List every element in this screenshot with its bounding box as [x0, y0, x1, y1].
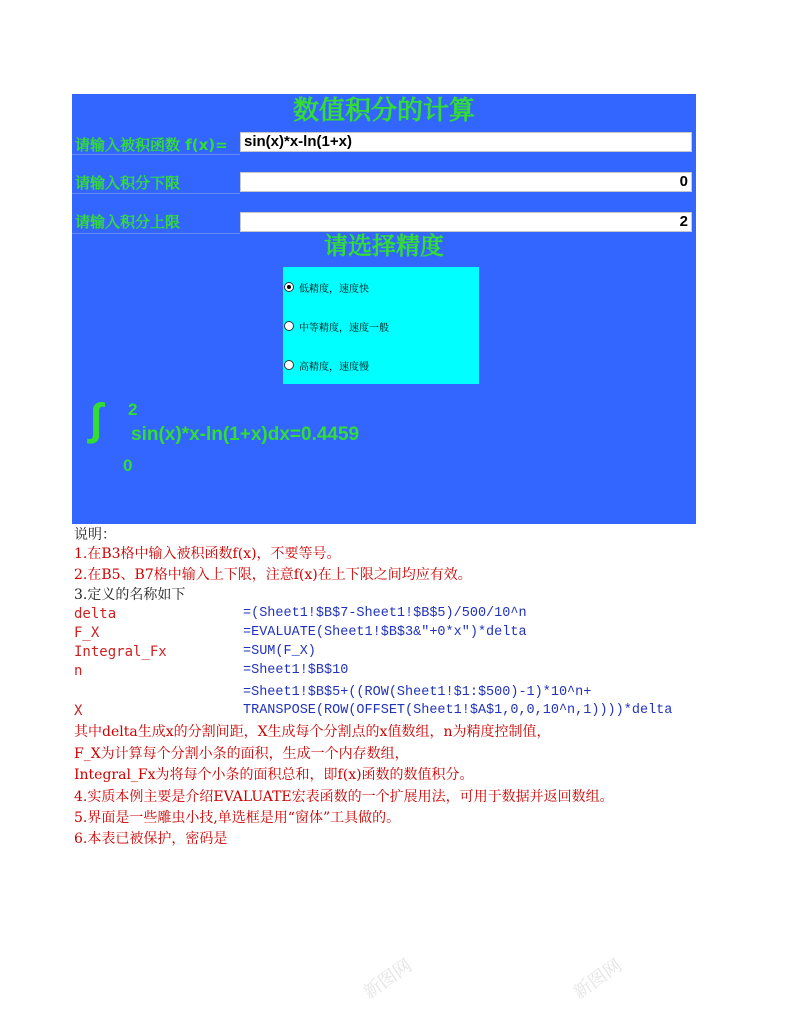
defined-name: F_X	[74, 625, 100, 641]
precision-option-label: 高精度，速度慢	[299, 361, 369, 373]
precision-option-medium[interactable]	[284, 318, 389, 334]
upper-limit-label: 请输入积分上限	[75, 213, 181, 231]
defined-name: X	[74, 703, 83, 719]
upper-limit-input[interactable]: 2	[240, 212, 692, 232]
defined-name: delta	[74, 606, 117, 622]
defined-formula: TRANSPOSE(ROW(OFFSET(Sheet1!$A$1,0,0,10^n,1))))*delta	[243, 703, 673, 718]
row-divider	[72, 154, 240, 155]
precision-option-label: 中等精度，速度一般	[299, 322, 389, 334]
notes-heading: 说明：	[74, 527, 116, 543]
note-line: 2.在B5、B7格中输入上下限，注意f(x)在上下限之间均应有效。	[74, 567, 472, 583]
precision-option-high[interactable]	[284, 357, 369, 373]
watermark: 新图网	[359, 955, 417, 1004]
note-line: 5.界面是一些雕虫小技,单选框是用“窗体”工具做的。	[74, 810, 401, 826]
precision-heading: 请选择精度	[324, 232, 444, 260]
integral-sign: ∫	[90, 395, 103, 444]
precision-option-group	[283, 267, 479, 384]
defined-name: n	[74, 663, 83, 679]
defined-name: Integral_Fx	[74, 644, 167, 660]
note-line: 3.定义的名称如下	[74, 587, 186, 603]
integral-expression: sin(x)*x-ln(1+x)dx=0.4459	[131, 424, 360, 445]
note-line: Integral_Fx为将每个小条的面积总和，即f(x)函数的数值积分。	[74, 767, 474, 783]
defined-formula: =(Sheet1!$B$7-Sheet1!$B$5)/500/10^n	[243, 606, 527, 621]
function-label: 请输入被积函数 f(x)=	[75, 136, 228, 154]
precision-option-low[interactable]	[284, 279, 369, 295]
lower-limit-input[interactable]: 0	[240, 172, 692, 192]
defined-formula: =Sheet1!$B$5+((ROW(Sheet1!$1:$500)-1)*10^n+	[243, 685, 592, 700]
radio-empty-icon[interactable]	[284, 360, 294, 370]
integral-upper-limit: 2	[128, 400, 138, 419]
note-line: F_X为计算每个分割小条的面积，生成一个内存数组，	[74, 746, 409, 762]
integral-lower-limit: 0	[123, 456, 133, 475]
row-divider	[72, 193, 240, 194]
note-line: 1.在B3格中输入被积函数f(x)，不要等号。	[74, 546, 341, 562]
watermark: 新图网	[569, 955, 626, 1004]
precision-option-label: 低精度，速度快	[299, 283, 369, 295]
note-line: 6.本表已被保护，密码是	[74, 831, 228, 847]
function-input[interactable]: sin(x)*x-ln(1+x)	[240, 132, 692, 152]
note-line: 4.实质本例主要是介绍EVALUATE宏表函数的一个扩展用法，可用于数据并返回数组。	[74, 789, 614, 805]
calculator-panel	[72, 94, 696, 524]
note-line: 其中delta生成x的分割间距，X生成每个分割点的x值数组，n为精度控制值，	[74, 724, 551, 740]
defined-formula: =SUM(F_X)	[243, 644, 316, 659]
defined-formula: =EVALUATE(Sheet1!$B$3&"+0*x")*delta	[243, 625, 527, 640]
defined-formula: =Sheet1!$B$10	[243, 663, 349, 678]
radio-selected-icon[interactable]	[284, 282, 294, 292]
radio-empty-icon[interactable]	[284, 321, 294, 331]
lower-limit-label: 请输入积分下限	[75, 174, 181, 192]
page-title: 数值积分的计算	[292, 96, 475, 126]
